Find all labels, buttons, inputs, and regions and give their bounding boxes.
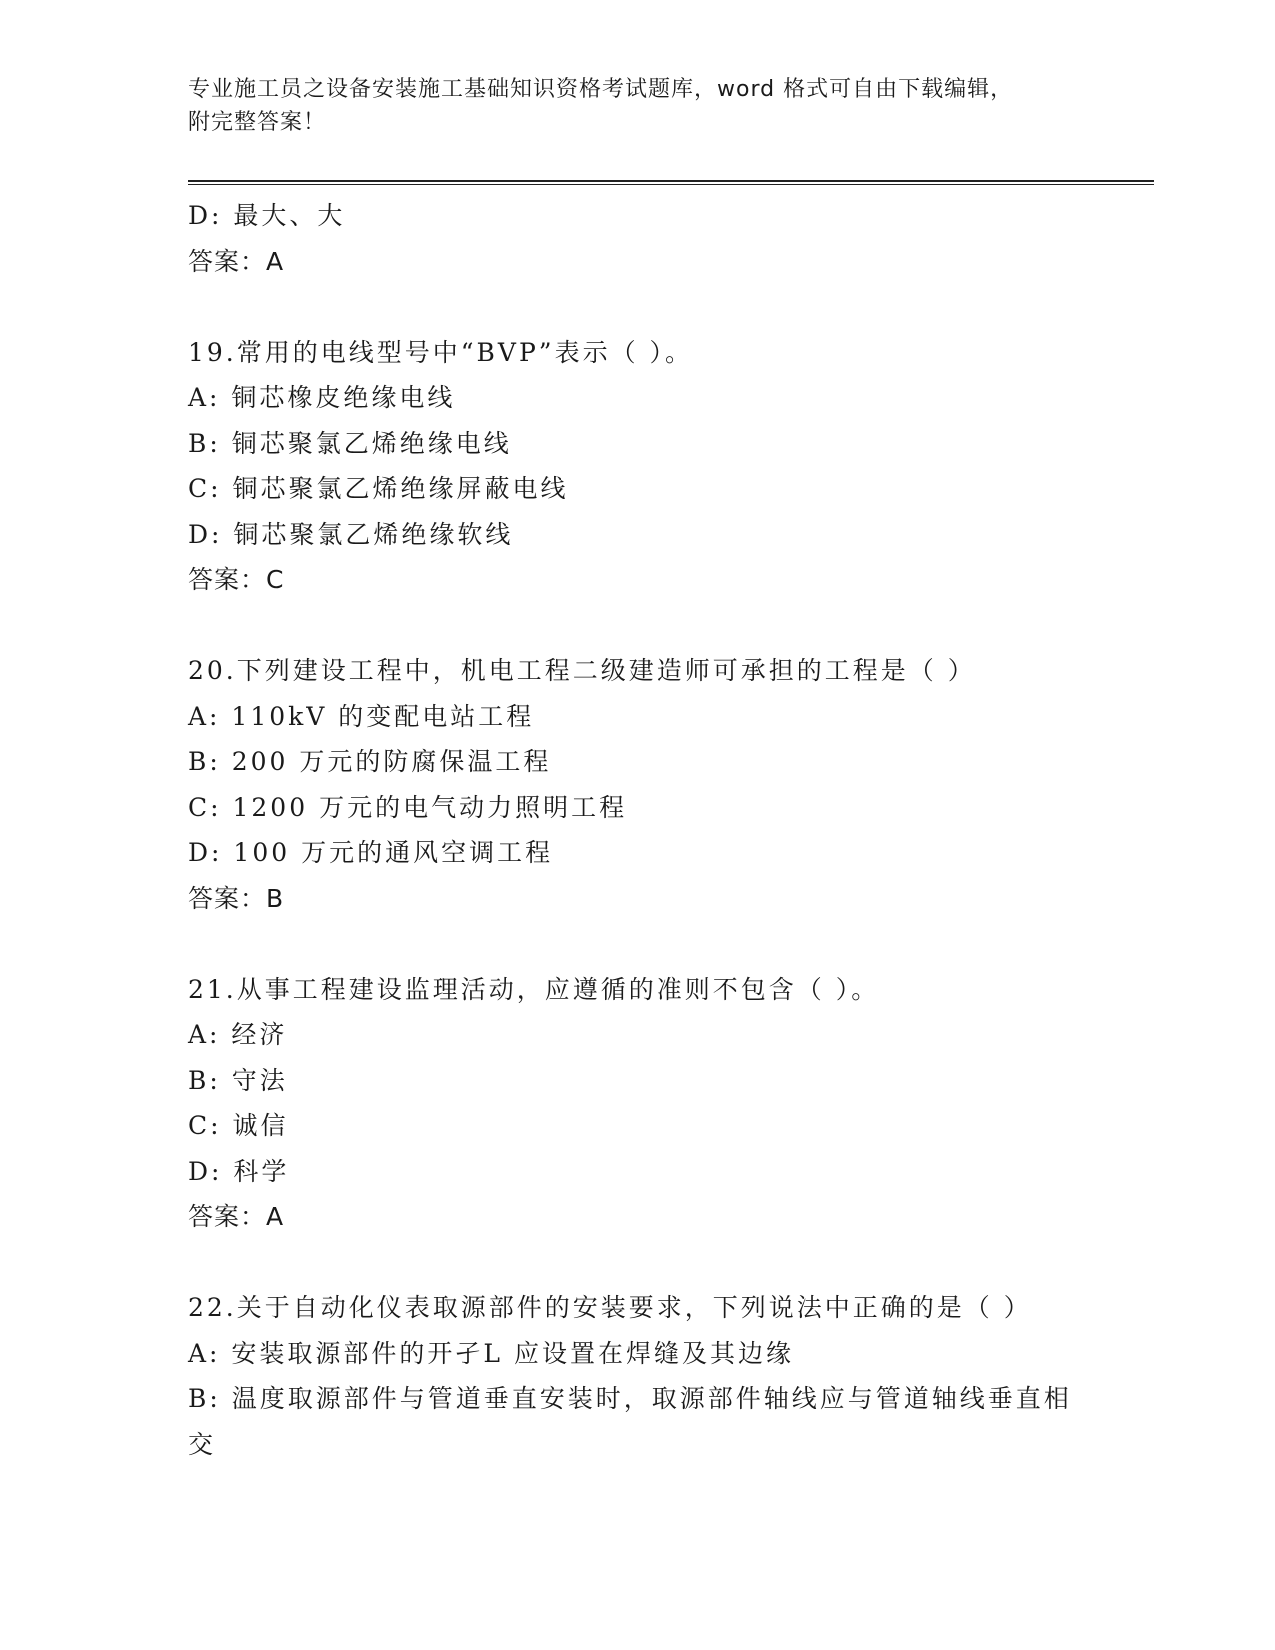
question-21-option-d: D: 科学 bbox=[188, 1156, 290, 1186]
spacer bbox=[188, 1240, 1108, 1286]
spacer bbox=[188, 921, 1108, 967]
question-20-option-d: D: 100 万元的通风空调工程 bbox=[188, 838, 554, 867]
header-rule-thick bbox=[188, 180, 1154, 182]
answer-carryover: 答案：A bbox=[188, 246, 285, 276]
question-19-option-c: C: 铜芯聚氯乙烯绝缘屏蔽电线 bbox=[188, 474, 569, 503]
question-19-option-b: B: 铜芯聚氯乙烯绝缘电线 bbox=[188, 428, 512, 458]
question-20-answer: 答案：B bbox=[188, 883, 285, 913]
question-20-option-c: C: 1200 万元的电气动力照明工程 bbox=[188, 792, 628, 822]
document-header bbox=[188, 73, 1088, 139]
option-d-carryover: D: 最大、大 bbox=[188, 201, 346, 230]
question-19-stem: 19.常用的电线型号中“BVP”表示（ ）。 bbox=[188, 337, 694, 367]
question-21-option-b: B: 守法 bbox=[188, 1065, 288, 1095]
question-22-stem: 22.关于自动化仪表取源部件的安装要求，下列说法中正确的是（ ） bbox=[188, 1293, 1032, 1322]
question-20-option-a: A: 110kV 的变配电站工程 bbox=[188, 701, 535, 731]
question-22-option-a: A: 安装取源部件的开孑L 应设置在焊缝及其边缘 bbox=[188, 1338, 794, 1368]
question-20-stem: 20.下列建设工程中，机电工程二级建造师可承担的工程是（ ） bbox=[188, 656, 976, 685]
question-19-option-d: D: 铜芯聚氯乙烯绝缘软线 bbox=[188, 519, 514, 549]
spacer bbox=[188, 284, 1108, 330]
header-rule-thin bbox=[188, 184, 1154, 185]
question-21-option-c: C: 诚信 bbox=[188, 1111, 289, 1140]
question-21-answer: 答案：A bbox=[188, 1202, 285, 1231]
question-21-option-a: A: 经济 bbox=[188, 1020, 288, 1049]
question-19-answer: 答案：C bbox=[188, 565, 285, 594]
question-21-stem: 21.从事工程建设监理活动，应遵循的准则不包含（ ）。 bbox=[188, 974, 880, 1004]
header-line-1: 专业施工员之设备安装施工基础知识资格考试题库，word 格式可自由下载编辑， bbox=[188, 77, 1014, 102]
spacer bbox=[188, 603, 1108, 649]
header-line-2: 附完整答案！ bbox=[188, 110, 327, 135]
question-19-option-a: A: 铜芯橡皮绝缘电线 bbox=[188, 383, 456, 412]
question-list bbox=[188, 193, 1108, 1467]
question-20-option-b: B: 200 万元的防腐保温工程 bbox=[188, 747, 552, 776]
question-22-option-b: B: 温度取源部件与管道垂直安装时，取源部件轴线应与管道轴线垂直相交 bbox=[188, 1384, 1072, 1459]
